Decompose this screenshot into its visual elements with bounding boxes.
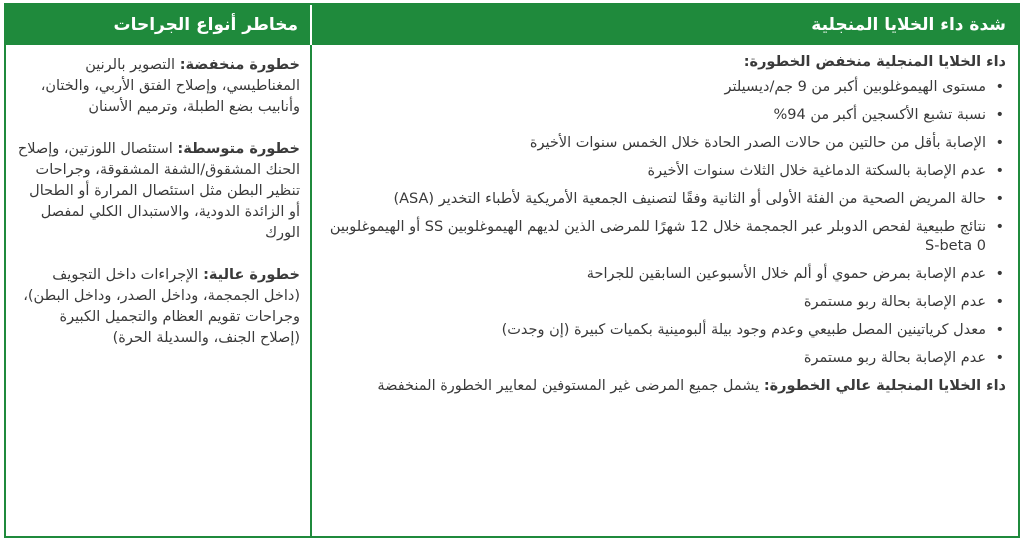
criteria-item: • نسبة تشبع الأكسجين أكبر من 94% xyxy=(326,106,986,125)
criteria-item: • عدم الإصابة بالسكتة الدماغية خلال الثلاث سنوات الأخيرة xyxy=(326,162,986,181)
risk-text: الإجراءات داخل التجويف (داخل الجمجمة، وداخل الصدر، وداخل البطن)، وجراحات تقويم العظام والتجميل الكبيرة (إصلاح الجنف، والسديلة الحرة) xyxy=(23,267,300,346)
table-header xyxy=(6,5,1018,45)
severity-column xyxy=(310,45,1018,536)
criteria-item: • عدم الإصابة بمرض حموي أو ألم خلال الأسبوعين السابقين للجراحة xyxy=(326,265,986,284)
criteria-item: • عدم الإصابة بحالة ربو مستمرة xyxy=(326,349,986,368)
risk-label: خطورة منخفضة: xyxy=(179,57,300,73)
surgery-risk-medium xyxy=(16,139,300,244)
high-risk-title: داء الخلايا المنجلية عالي الخطورة: xyxy=(763,378,1006,394)
low-risk-criteria-list xyxy=(326,78,1006,368)
criteria-item: • الإصابة بأقل من حالتين من حالات الصدر الحادة خلال الخمس سنوات الأخيرة xyxy=(326,134,986,153)
risk-label: خطورة عالية: xyxy=(203,267,300,283)
criteria-item: • نتائج طبيعية لفحص الدوبلر عبر الجمجمة خلال 12 شهرًا للمرضى الذين لديهم الهيموغلوبين SS أو الهيموغلوبين S-beta 0 xyxy=(326,218,986,256)
surgery-risk-low xyxy=(16,55,300,118)
low-risk-title: داء الخلايا المنجلية منخفض الخطورة: xyxy=(743,54,1006,70)
surgery-risks-column xyxy=(6,45,310,536)
criteria-item: • عدم الإصابة بحالة ربو مستمرة xyxy=(326,293,986,312)
risk-text: التصوير بالرنين المغناطيسي، وإصلاح الفتق الأربي، والختان، وأنابيب بضع الطبلة، وترميم الأسنان xyxy=(40,57,300,115)
criteria-item: • حالة المريض الصحية من الفئة الأولى أو الثانية وفقًا لتصنيف الجمعية الأمريكية لأطباء التخدير (ASA) xyxy=(326,190,986,209)
high-risk-definition xyxy=(326,377,1006,396)
risk-label: خطورة متوسطة: xyxy=(177,141,300,157)
risk-text: استئصال اللوزتين، وإصلاح الحنك المشقوق/الشفة المشقوقة، وجراحات تنظير البطن مثل استئصال المرارة أو الطحال أو الزائدة الدودية، والاستبدال الكلي لمفصل الورك xyxy=(17,141,300,241)
surgery-risk-table xyxy=(4,3,1020,538)
criteria-item: • معدل كرياتينين المصل طبيعي وعدم وجود بيلة ألبومينية بكميات كبيرة (إن وجدت) xyxy=(326,321,986,340)
criteria-item: • مستوى الهيموغلوبين أكبر من 9 جم/ديسيلتر xyxy=(326,78,986,97)
surgery-risk-high xyxy=(16,265,300,349)
header-surgery-risks: مخاطر أنواع الجراحات xyxy=(113,15,298,35)
high-risk-text: يشمل جميع المرضى غير المستوفين لمعايير الخطورة المنخفضة xyxy=(377,378,764,394)
header-sickle-cell-severity: شدة داء الخلايا المنجلية xyxy=(310,5,1018,45)
